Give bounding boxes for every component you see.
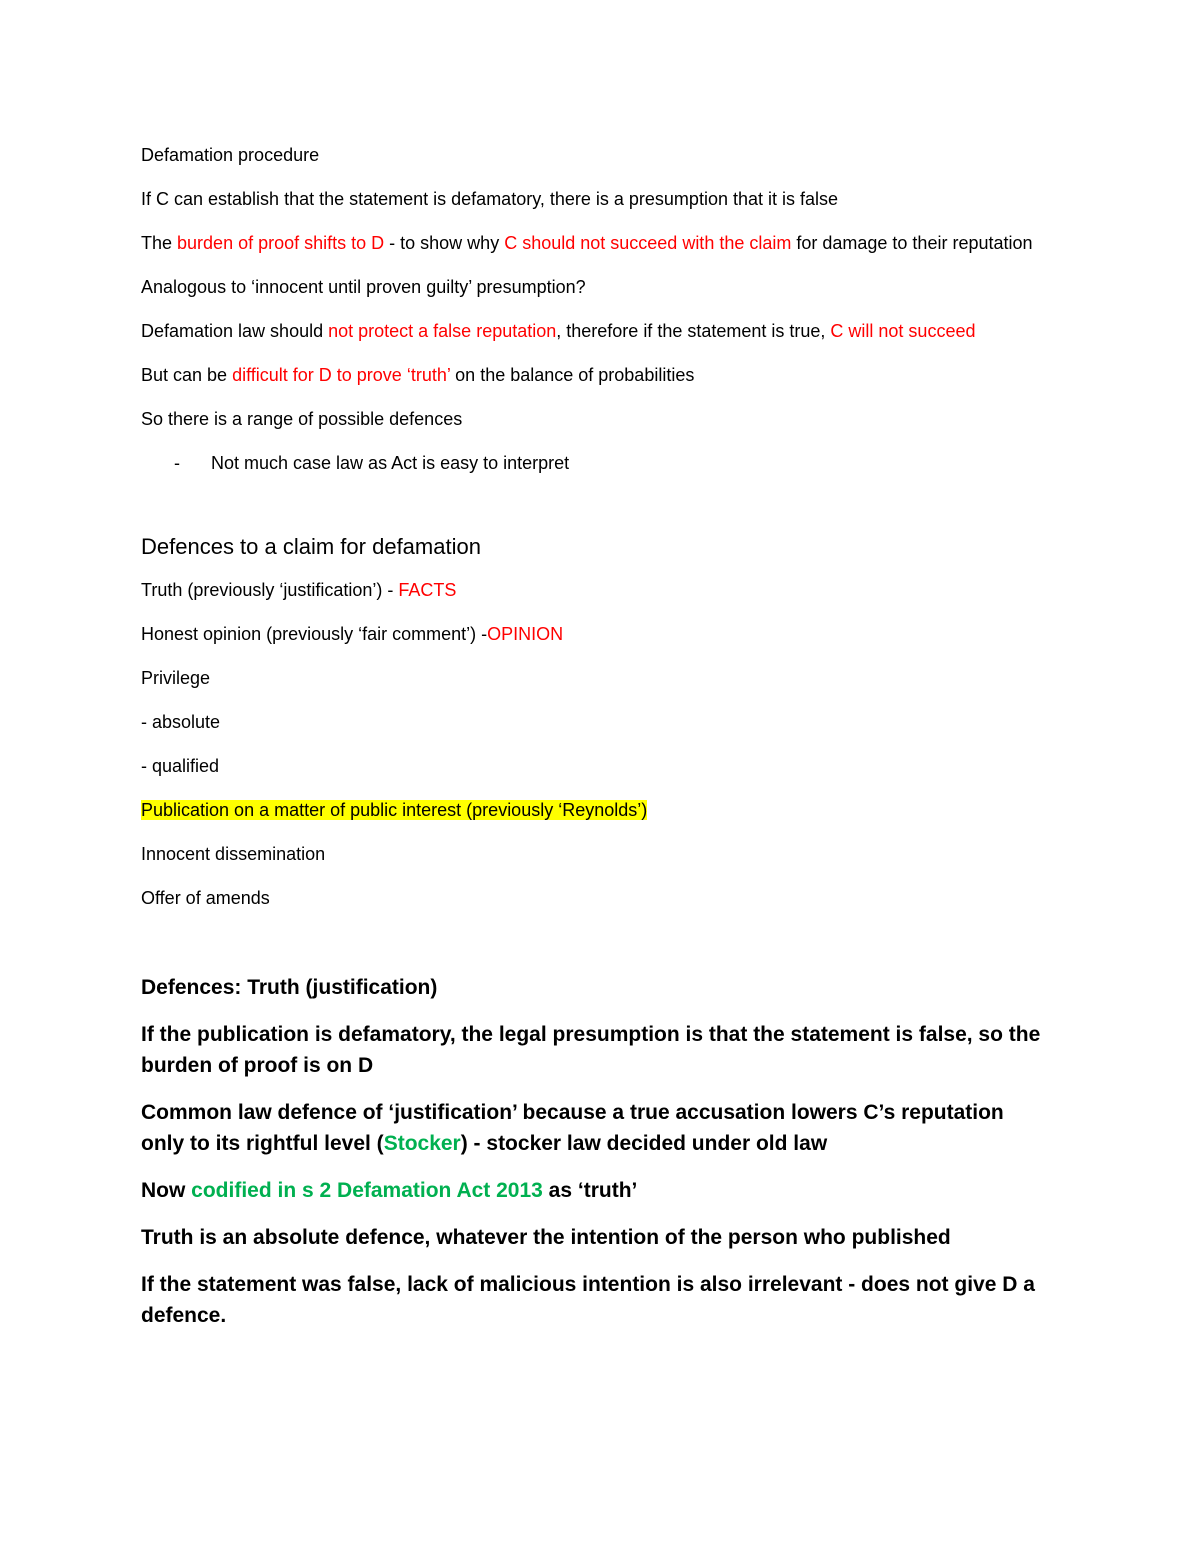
text-run: - to show why — [384, 233, 505, 253]
text-run: Truth (previously ‘justification’) - — [141, 580, 399, 600]
paragraph-false-reputation — [141, 317, 1051, 345]
text-run: , therefore if the statement is true, — [556, 321, 831, 341]
text-run: for damage to their reputation — [791, 233, 1033, 253]
paragraph-analogous: Analogous to ‘innocent until proven guilty’ presumption? — [141, 277, 586, 297]
paragraph-difficult-truth — [141, 361, 1051, 389]
text-run: on the balance of probabilities — [450, 365, 695, 385]
list-item-absolute: - absolute — [141, 712, 221, 732]
paragraph-presumption: If C can establish that the statement is defamatory, there is a presumption that it is false — [141, 189, 839, 209]
list-item-public-interest — [141, 796, 1051, 824]
document-body — [141, 141, 1051, 1331]
text-run: ) - stocker law decided under old law — [460, 1132, 828, 1155]
list-item-privilege: Privilege — [141, 668, 211, 688]
bullet-item — [141, 449, 1051, 477]
heading-defences: Defences to a claim for defamation — [141, 534, 481, 559]
paragraph-justification — [141, 1097, 1051, 1159]
text-run: Honest opinion (previously ‘fair comment’) - — [141, 624, 488, 644]
paragraph-range-defences: So there is a range of possible defences — [141, 409, 463, 429]
list-item-honest-opinion — [141, 620, 1051, 648]
red-text-opinion: OPINION — [487, 624, 564, 644]
highlighted-text: Publication on a matter of public interest (previously ‘Reynolds’) — [141, 800, 648, 820]
red-text-claim: C should not succeed with the claim — [504, 233, 792, 253]
paragraph-codified — [141, 1175, 1051, 1206]
red-text-difficult: difficult for D to prove ‘truth’ — [232, 365, 451, 385]
list-item-truth — [141, 576, 1051, 604]
statute-reference: codified in s 2 Defamation Act 2013 — [191, 1179, 543, 1202]
text-run: The — [141, 233, 178, 253]
red-text-burden: burden of proof shifts to D — [177, 233, 385, 253]
text-run: Now — [141, 1179, 192, 1202]
red-text-not-succeed: C will not succeed — [830, 321, 976, 341]
red-text-facts: FACTS — [398, 580, 457, 600]
text-run: Common law defence of ‘justification’ because a true accusation lowers C’s reputation only to its rightful level ( — [141, 1101, 1004, 1155]
list-item-offer-of-amends: Offer of amends — [141, 888, 270, 908]
paragraph-absolute-defence: Truth is an absolute defence, whatever the intention of the person who published — [141, 1226, 951, 1249]
heading-defences-truth: Defences: Truth (justification) — [141, 976, 438, 999]
text-run: But can be — [141, 365, 233, 385]
case-name-stocker: Stocker — [383, 1132, 461, 1155]
text-run: as ‘truth’ — [542, 1179, 638, 1202]
paragraph-malicious-intention: If the statement was false, lack of malicious intention is also irrelevant - does not give D a defence. — [141, 1273, 1035, 1327]
paragraph-burden-of-proof — [141, 229, 1051, 257]
list-item-innocent-dissemination: Innocent dissemination — [141, 844, 326, 864]
list-item-qualified: - qualified — [141, 756, 220, 776]
red-text-false-reputation: not protect a false reputation — [328, 321, 557, 341]
paragraph-legal-presumption: If the publication is defamatory, the legal presumption is that the statement is false, so the burden of proof is on D — [141, 1023, 1041, 1077]
bullet-dash: - — [174, 453, 180, 473]
bullet-text: Not much case law as Act is easy to interpret — [211, 453, 570, 473]
section-title-procedure: Defamation procedure — [141, 145, 320, 165]
text-run: Defamation law should — [141, 321, 329, 341]
